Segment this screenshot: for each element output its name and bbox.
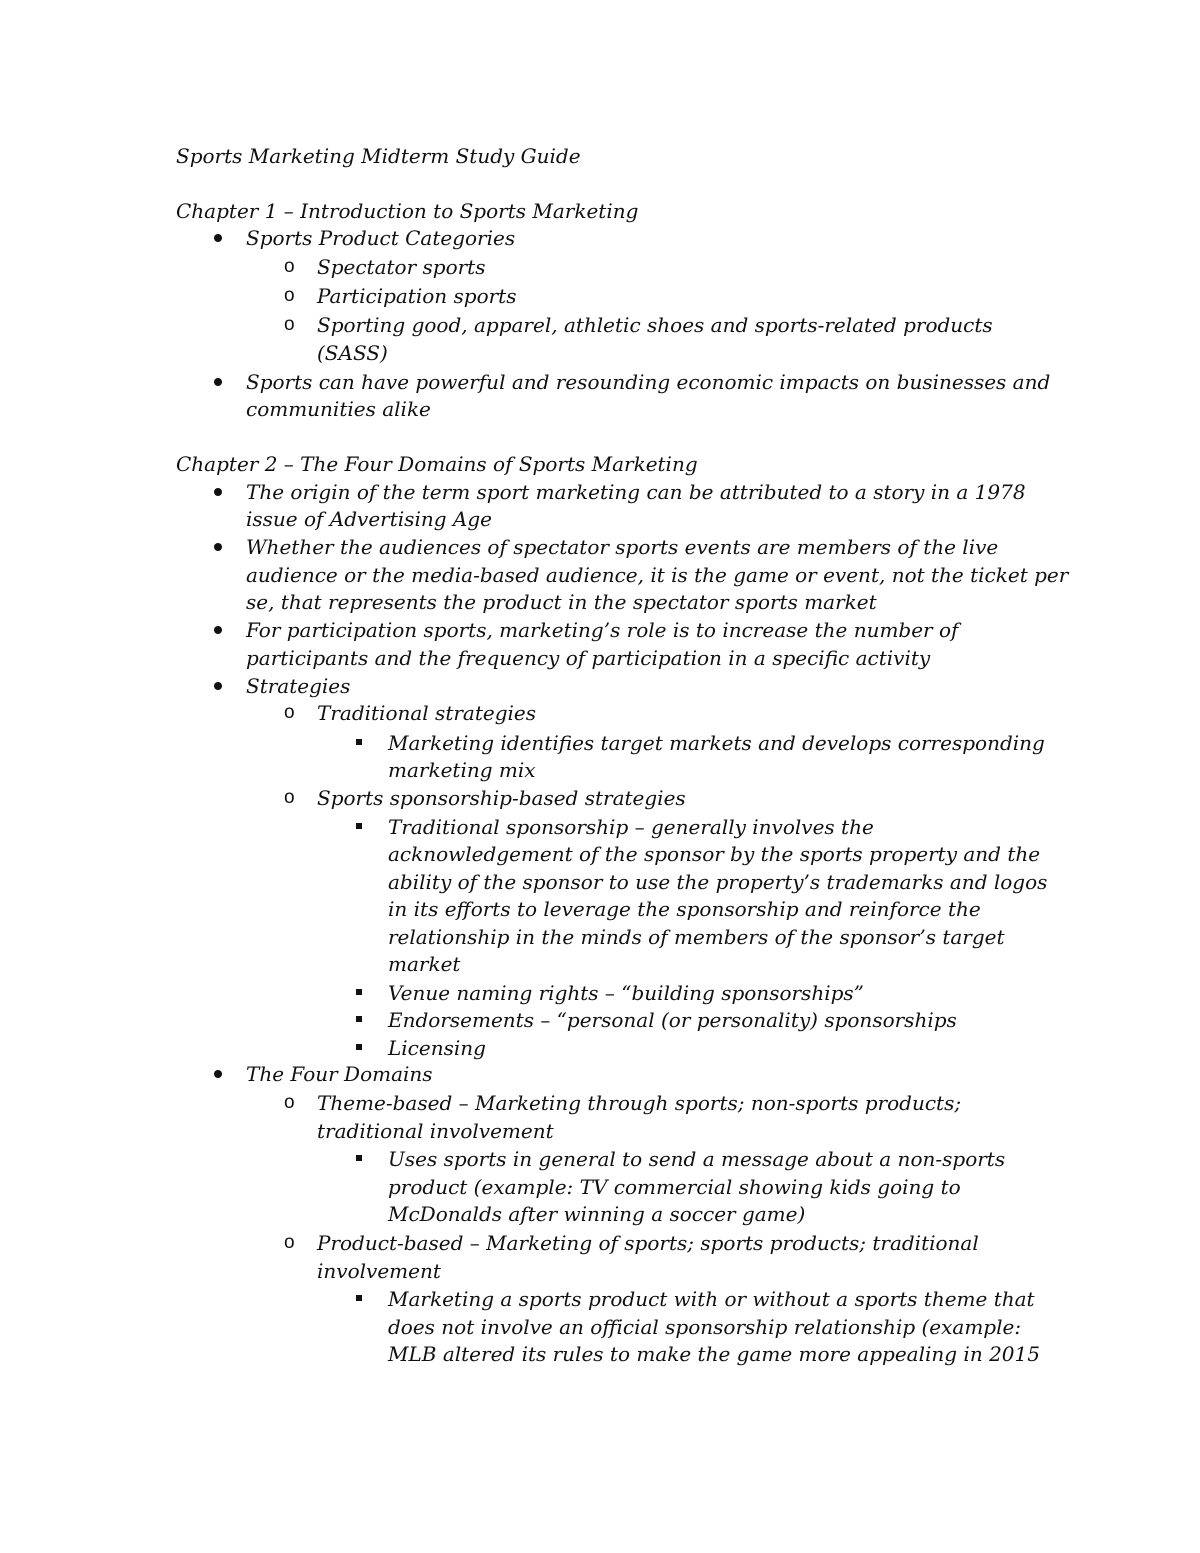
list-item-continued: does not involve an official sponsorship relationship (example: — [388, 1315, 1022, 1339]
list-item: Sporting good, apparel, athletic shoes and sports-related products — [317, 313, 993, 337]
list-item-continued: McDonalds after winning a soccer game) — [388, 1202, 806, 1226]
circle-bullet-icon: o — [284, 1232, 295, 1253]
list-item: The Four Domains — [246, 1062, 433, 1086]
list-item: Sports Product Categories — [246, 226, 516, 250]
square-bullet-icon — [356, 823, 362, 829]
list-item-continued: traditional involvement — [317, 1119, 554, 1143]
list-item-continued: issue of Advertising Age — [246, 507, 492, 531]
list-item: Theme-based – Marketing through sports; non-sports products; — [317, 1091, 962, 1115]
chapter-1-heading: Chapter 1 – Introduction to Sports Marketing — [176, 199, 639, 223]
bullet-icon — [214, 543, 222, 551]
list-item-continued: in its efforts to leverage the sponsorship and reinforce the — [388, 897, 981, 921]
list-item: Strategies — [246, 674, 351, 698]
list-item: Whether the audiences of spectator sports events are members of the live — [246, 535, 999, 559]
list-item: Marketing identifies target markets and develops corresponding — [388, 731, 1045, 755]
bullet-icon — [214, 378, 222, 386]
list-item: Sports sponsorship-based strategies — [317, 786, 686, 810]
list-item: Sports can have powerful and resounding economic impacts on businesses and — [246, 370, 1051, 394]
list-item: Participation sports — [317, 284, 517, 308]
list-item-continued: audience or the media-based audience, it is the game or event, not the ticket per — [246, 563, 1069, 587]
list-item-continued: participants and the frequency of participation in a specific activity — [246, 646, 931, 670]
list-item: Traditional strategies — [317, 701, 537, 725]
circle-bullet-icon: o — [284, 256, 295, 277]
circle-bullet-icon: o — [284, 314, 295, 335]
circle-bullet-icon: o — [284, 285, 295, 306]
bullet-icon — [214, 234, 222, 242]
list-item: Licensing — [388, 1036, 486, 1060]
square-bullet-icon — [356, 1155, 362, 1161]
circle-bullet-icon: o — [284, 1092, 295, 1113]
bullet-icon — [214, 488, 222, 496]
list-item-continued: relationship in the minds of members of the sponsor’s target — [388, 925, 1005, 949]
list-item-continued: communities alike — [246, 397, 431, 421]
list-item-continued: ability of the sponsor to use the property’s trademarks and logos — [388, 870, 1048, 894]
list-item-continued: involvement — [317, 1259, 441, 1283]
square-bullet-icon — [356, 739, 362, 745]
chapter-2-heading: Chapter 2 – The Four Domains of Sports Marketing — [176, 452, 698, 476]
list-item-continued: market — [388, 952, 461, 976]
list-item-continued: product (example: TV commercial showing kids going to — [388, 1175, 961, 1199]
list-item-continued: se, that represents the product in the spectator sports market — [246, 590, 877, 614]
list-item: Marketing a sports product with or without a sports theme that — [388, 1287, 1035, 1311]
list-item: Product-based – Marketing of sports; sports products; traditional — [317, 1231, 979, 1255]
list-item: For participation sports, marketing’s role is to increase the number of — [246, 618, 959, 642]
square-bullet-icon — [356, 1295, 362, 1301]
square-bullet-icon — [356, 989, 362, 995]
list-item-continued: (SASS) — [317, 341, 388, 365]
list-item-continued: MLB altered its rules to make the game more appealing in 2015 — [388, 1342, 1040, 1366]
document-title: Sports Marketing Midterm Study Guide — [176, 144, 581, 168]
list-item: Endorsements – “personal (or personality) sponsorships — [388, 1008, 957, 1032]
list-item: The origin of the term sport marketing can be attributed to a story in a 1978 — [246, 480, 1026, 504]
list-item-continued: marketing mix — [388, 758, 536, 782]
square-bullet-icon — [356, 1044, 362, 1050]
bullet-icon — [214, 682, 222, 690]
list-item: Venue naming rights – “building sponsorships” — [388, 981, 864, 1005]
square-bullet-icon — [356, 1016, 362, 1022]
circle-bullet-icon: o — [284, 702, 295, 723]
bullet-icon — [214, 1070, 222, 1078]
list-item: Traditional sponsorship – generally involves the — [388, 815, 874, 839]
circle-bullet-icon: o — [284, 787, 295, 808]
list-item: Spectator sports — [317, 255, 486, 279]
list-item-continued: acknowledgement of the sponsor by the sports property and the — [388, 842, 1041, 866]
bullet-icon — [214, 626, 222, 634]
list-item: Uses sports in general to send a message about a non-sports — [388, 1147, 1006, 1171]
